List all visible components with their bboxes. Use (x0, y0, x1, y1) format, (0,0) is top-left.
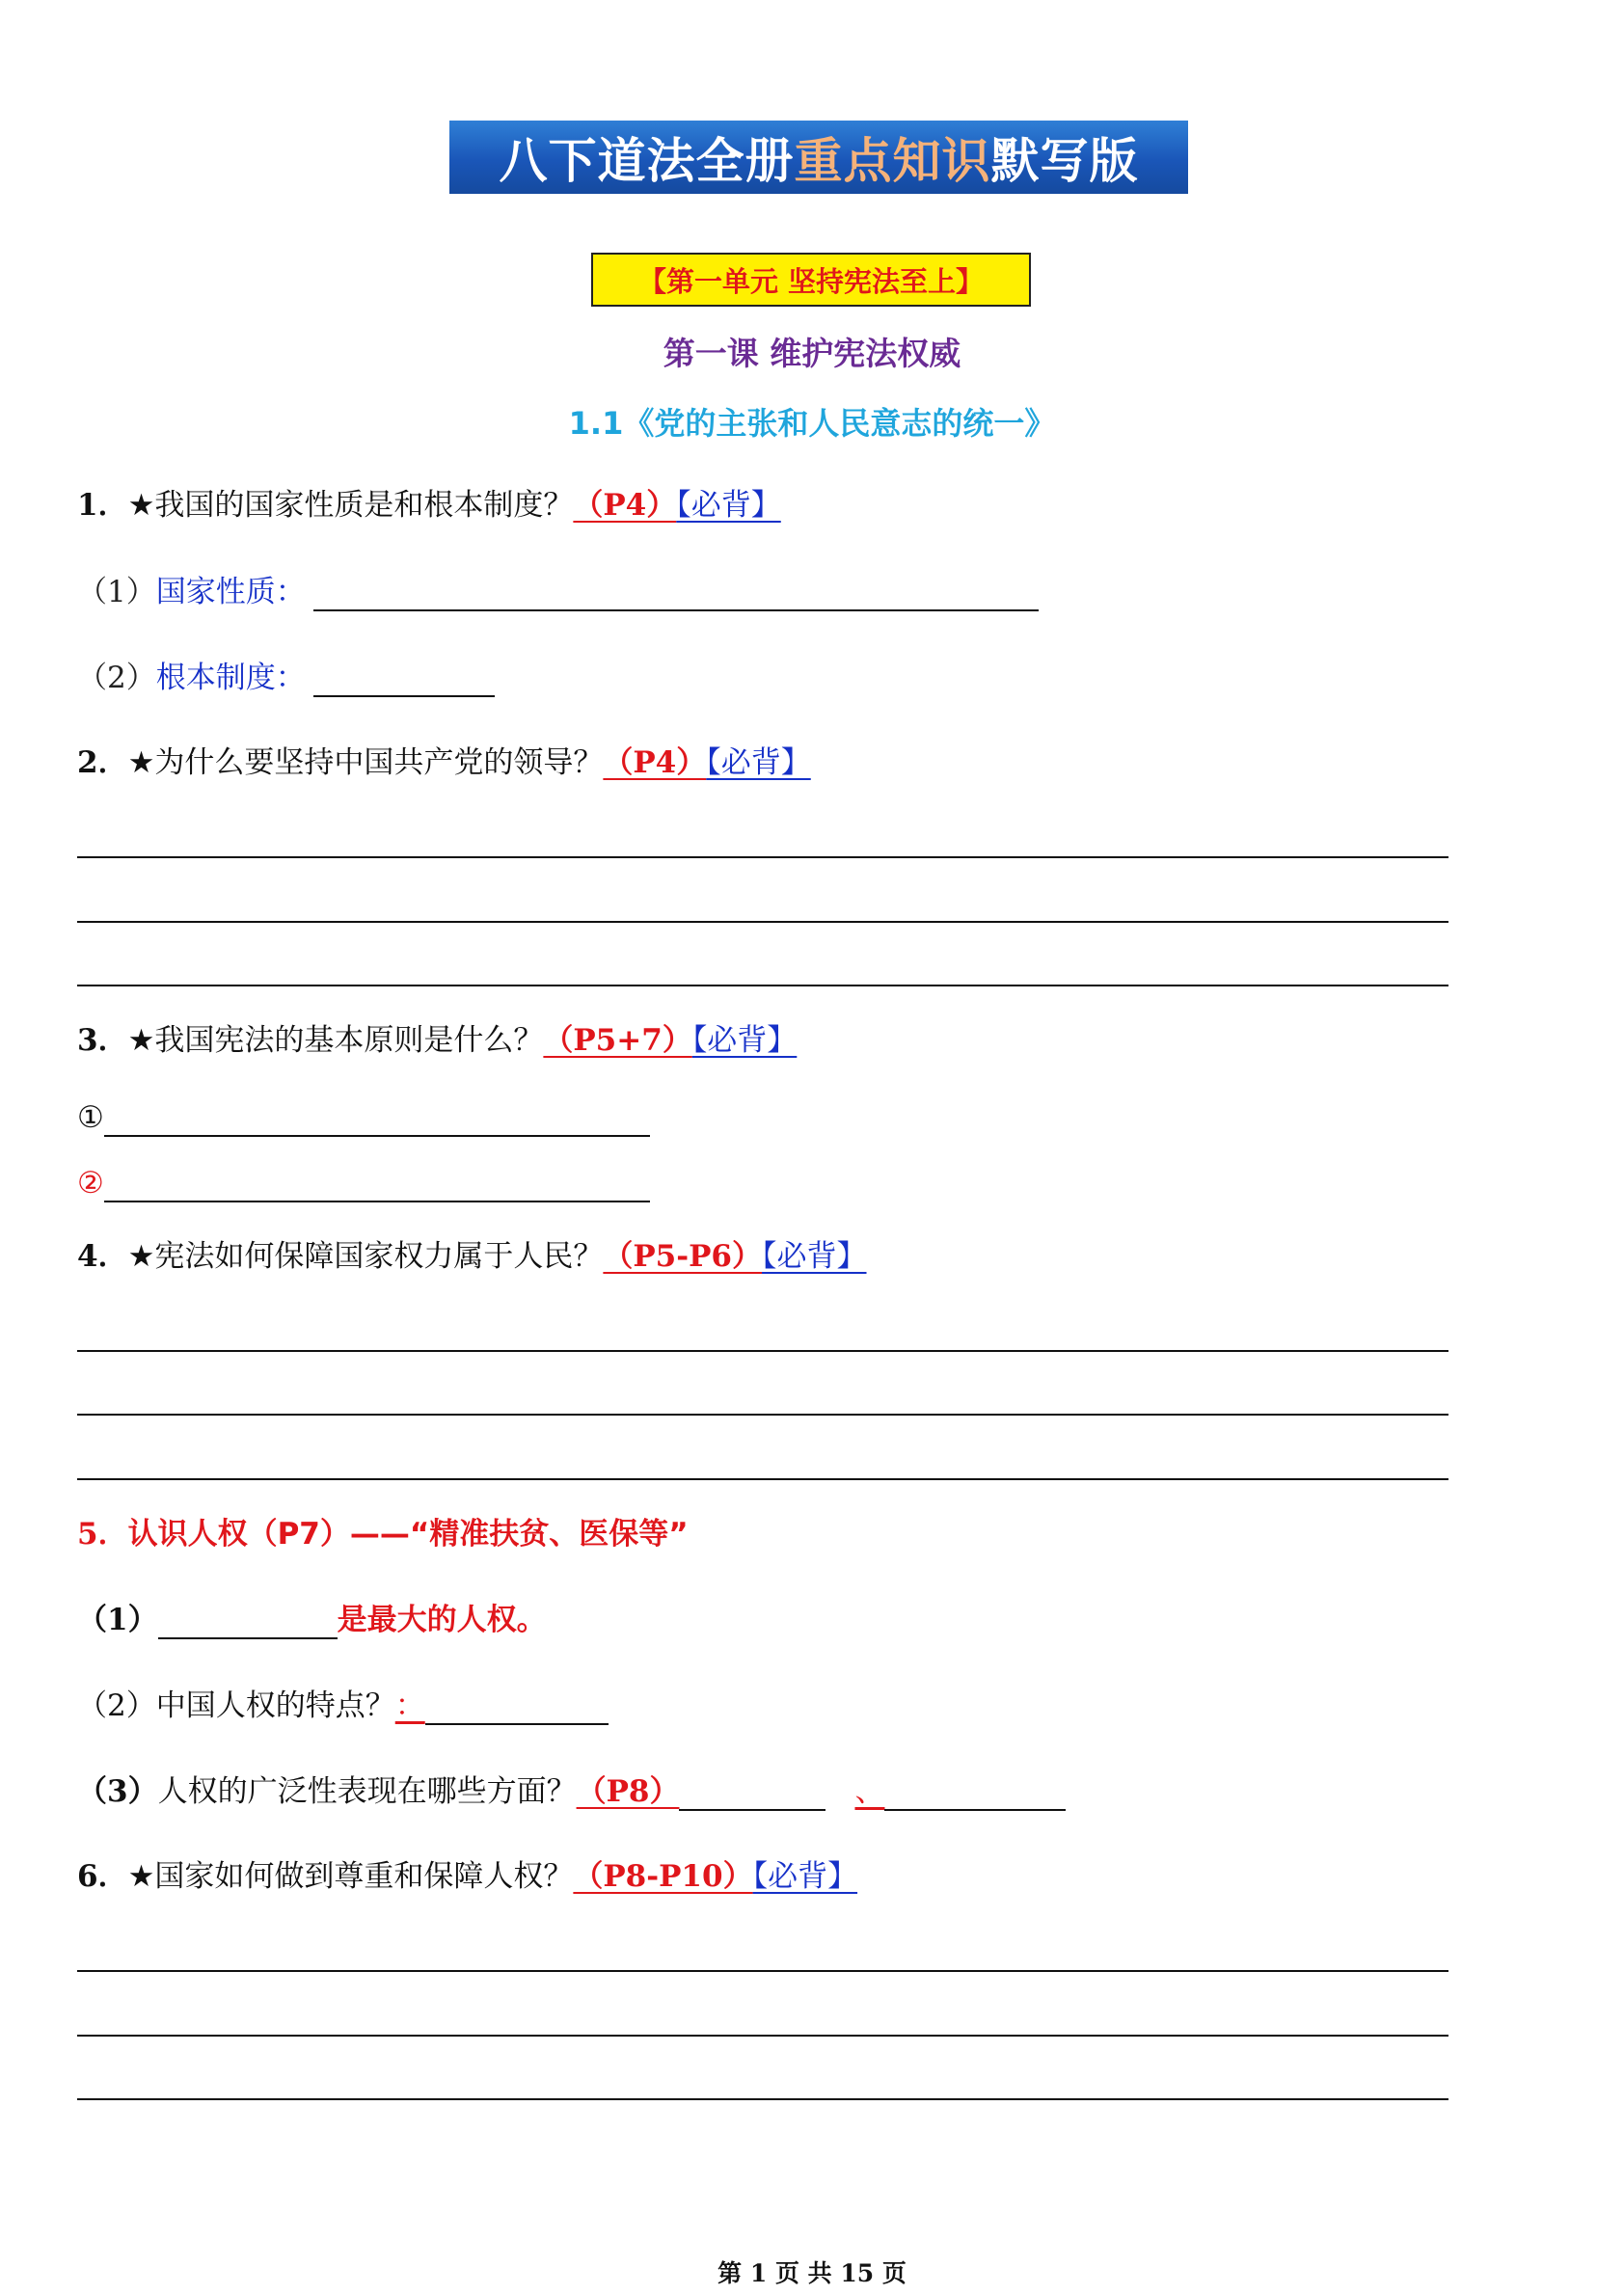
item-marker: （2） (77, 661, 156, 695)
item-colon: ： (394, 1688, 425, 1723)
page-ref: （P4） (573, 488, 677, 523)
question-number: 2． (77, 745, 128, 780)
answer-blank[interactable] (313, 579, 1039, 611)
answer-blank[interactable] (104, 1104, 650, 1137)
answer-blank[interactable] (313, 664, 495, 697)
item-separator: 、 (854, 1774, 885, 1809)
question-number: 5． (77, 1517, 128, 1552)
answer-line[interactable] (77, 1414, 1448, 1416)
question-1 (77, 486, 781, 525)
q3-item-2 (77, 1164, 650, 1202)
answer-blank[interactable] (884, 1778, 1066, 1811)
document-title (449, 121, 1188, 194)
title-part1: 八下道法全册 (499, 133, 795, 189)
question-3 (77, 1021, 797, 1060)
answer-line[interactable] (77, 1970, 1448, 1972)
q3-item-1 (77, 1098, 650, 1137)
answer-blank[interactable] (679, 1778, 826, 1811)
item-label: 国家性质： (155, 575, 306, 609)
must-memorize-tag: 【必背】 (762, 1239, 867, 1274)
page-ref: （P5-P6） (603, 1239, 763, 1274)
item-text: 人权的广泛性表现在哪些方面？ (157, 1774, 577, 1809)
item-marker: （3） (77, 1774, 158, 1809)
must-memorize-tag: 【必背】 (691, 1023, 798, 1058)
q5-item-3 (77, 1772, 1066, 1811)
answer-blank[interactable] (425, 1692, 609, 1725)
question-2 (77, 743, 811, 782)
question-number: 3． (77, 1023, 128, 1058)
q5-item-2 (77, 1687, 609, 1725)
answer-blank[interactable] (104, 1170, 650, 1202)
answer-line[interactable] (77, 921, 1448, 923)
item-marker: （1） (77, 1603, 158, 1637)
question-number: 1． (77, 488, 128, 523)
section-heading: 1.1《党的主张和人民意志的统一》 (568, 405, 1056, 442)
item-label: 根本制度： (155, 661, 306, 695)
item-marker: （2） (77, 1688, 156, 1723)
item-marker: （1） (77, 575, 156, 609)
item-suffix: 是最大的人权。 (337, 1603, 547, 1637)
question-text: ★国家如何做到尊重和保障人权？ (127, 1859, 574, 1894)
question-number: 4． (77, 1239, 128, 1274)
must-memorize-tag: 【必背】 (676, 488, 781, 523)
item-marker: ② (77, 1166, 104, 1201)
must-memorize-tag: 【必背】 (752, 1859, 858, 1894)
answer-line[interactable] (77, 1478, 1448, 1480)
title-part2: 默写版 (990, 133, 1139, 189)
unit-heading: 【第一单元 坚持宪法至上】 (591, 253, 1031, 307)
must-memorize-tag: 【必背】 (706, 745, 811, 780)
question-text: ★为什么要坚持中国共产党的领导？ (127, 745, 604, 780)
title-highlight: 重点知识 (794, 133, 991, 189)
question-text: ★我国的国家性质是和根本制度？ (127, 488, 574, 523)
question-4 (77, 1237, 867, 1276)
page-ref: （P4） (603, 745, 707, 780)
answer-line[interactable] (77, 2098, 1448, 2100)
question-number: 6． (77, 1859, 128, 1894)
question-5 (77, 1515, 689, 1553)
lesson-heading: 第一课 维护宪法权威 (663, 335, 961, 372)
answer-line[interactable] (77, 985, 1448, 986)
q1-item-1 (77, 573, 1039, 611)
answer-line[interactable] (77, 856, 1448, 858)
q1-item-2 (77, 659, 495, 697)
page-ref: （P8） (576, 1774, 680, 1809)
item-marker: ① (77, 1100, 104, 1135)
q5-item-1 (77, 1601, 547, 1639)
answer-blank[interactable] (158, 1606, 338, 1639)
page-ref: （P8-P10） (573, 1859, 753, 1894)
page-ref: （P5+7） (543, 1023, 692, 1058)
item-text: 中国人权的特点？ (155, 1688, 395, 1723)
question-text: ★宪法如何保障国家权力属于人民？ (127, 1239, 604, 1274)
question-text: ★我国宪法的基本原则是什么？ (127, 1023, 544, 1058)
question-6 (77, 1857, 857, 1896)
question-text: 认识人权（P7）——“精准扶贫、医保等” (127, 1517, 689, 1552)
page-footer: 第 1 页 共 15 页 (717, 2259, 907, 2287)
answer-line[interactable] (77, 2035, 1448, 2037)
answer-line[interactable] (77, 1350, 1448, 1352)
